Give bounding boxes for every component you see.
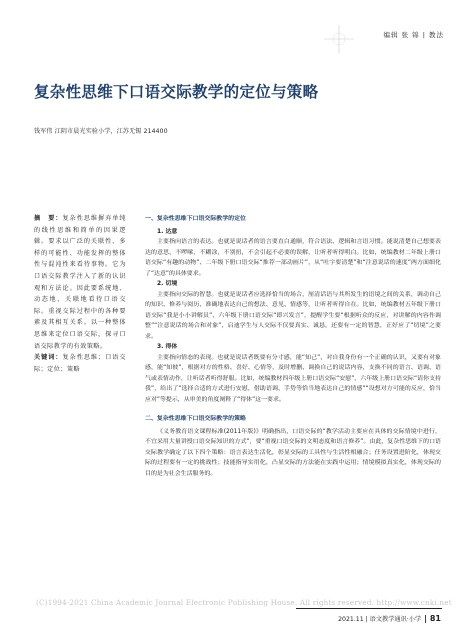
article-title: 复杂性思维下口语交际教学的定位与策略 xyxy=(34,82,319,101)
paragraph-de-ti: 主要指向情态的表现。也就是说话者既要有分寸感，能“知己”，对自我身份有一个正确的认识，又要有对象感，能“知彼”，根据对方的性格、喜好、心情等，及时增删、调换自己的说话内容，支换不同的语言、语调、语气或表情动作，让听话者听得舒服。比如，统编教材四年级上册口语交际“安慰”、六年级上册口语交际“请你支持我”，给出了“选择合适的方式进行安慰，借助语调、手势等恰当地表达自己的情感”“设想对方可能的反应，恰当应对”等提示，从审美的角度阐释了“得体”这一要求。 xyxy=(145,353,441,403)
abstract-text: 复杂性思维摒弃单纯的线性思维和简单的因果逻辑。要求以广泛的关联性、多样的可能性、功能发挥的整体性与混沌性来看待事物。它为口语交际教学注入了新的认识观和方法论。因此要系统地、动态地、关联地看待口语交际。重视交际过程中的各种要素及其相互关系。以一种整体思维来定位口语交际，探寻口语交际教学的有效策略。 xyxy=(34,215,126,350)
decorative-cross-icon xyxy=(322,24,356,54)
abstract-label: 摘 要： xyxy=(34,215,63,222)
footer-rule xyxy=(296,608,442,609)
paragraph-da-yi: 主要指向语言的表达。也就是说话者的语言要直白通顺，符合语法、逻辑和言语习惯。能说清楚自己想要表达的意思，不啰嗦，不糊涂，不别扭，不会引起不必要的误解，让听者听得明白。比如，统编教材二年级上册口语交际“有趣的动物”、二年级下册口语交际“推荐一部动画片”，从“吐字要清楚”和“注意说话的速度”两方面细化了“达意”的具体要求。 xyxy=(145,238,441,277)
keywords-label: 关键词： xyxy=(34,354,63,362)
editor-header: 编辑 张 锦 | 教法 xyxy=(383,31,444,39)
keywords-text: 复杂性思维；口语交际；定位；策略 xyxy=(34,354,126,373)
abstract-block xyxy=(34,213,126,375)
section-2-heading: 二、复杂性思维下口语交际教学的策略 xyxy=(145,415,246,422)
keywords-paragraph xyxy=(34,352,126,375)
author-line: 钱军伟 江阴市晨光实验小学，江苏无锡 214400 xyxy=(34,128,168,135)
paragraph-qie-jing: 主要指向交际的智慧。也就是说话者应选择恰当的场合，厘清话语与其所发生的语境之间的关系，调动自己的知识、修养与阅历，准确地表达自己的想法、意见、情感等，让听者听得自在。比如，统编教材五年级下册口语交际“我是小小讲解员”、六年级下册口语交际“即兴发言”，提醒学生要“根据听众的反应，对讲解的内容作调整”“注意说话的场合和对象”，启迪学生与人交际不仅要真实、诚恳，还要有一定的智慧，正好应了“切境”之要求。 xyxy=(145,290,441,340)
subheading-da-yi: 1. 达意 xyxy=(157,227,178,235)
paragraph-strategy: 《义务教育语文课程标准(2011年版)》明确指出，口语交际的“教学活动主要应在具体的交际情境中进行，不宜采用大量讲授口语交际知识的方式”，要“重视口语交际的文明态度和语言修养”。由此，复杂性思维下的口语交际教学确定了以下四个策略：语言表达生活化，彰显交际的工具性与生活性相融合；任务设置进阶化，体现交际的过程要有一定的挑战性；技能指导实用化，凸显交际的方法能在实践中运用；情境模拟真实化，体现交际的目的是为社会生活服务的。 xyxy=(145,427,441,477)
section-1-heading: 一、复杂性思维下口语交际教学的定位 xyxy=(145,215,246,222)
subheading-de-ti: 3. 得体 xyxy=(157,343,178,350)
page-footer xyxy=(338,614,441,623)
article-body xyxy=(145,214,441,479)
abstract-paragraph xyxy=(34,213,126,352)
copyright-watermark: (C)1994-2021 China Academic Journal Electronic Publishing House. All rights reserved. http://www.cnki.net xyxy=(36,598,452,607)
issue-label: 2021.11 | 语文教学通讯·小学 xyxy=(338,616,422,623)
page-number: | 81 xyxy=(424,614,441,623)
section-gap xyxy=(145,405,441,414)
subheading-qie-jing: 2. 切境 xyxy=(157,280,178,287)
